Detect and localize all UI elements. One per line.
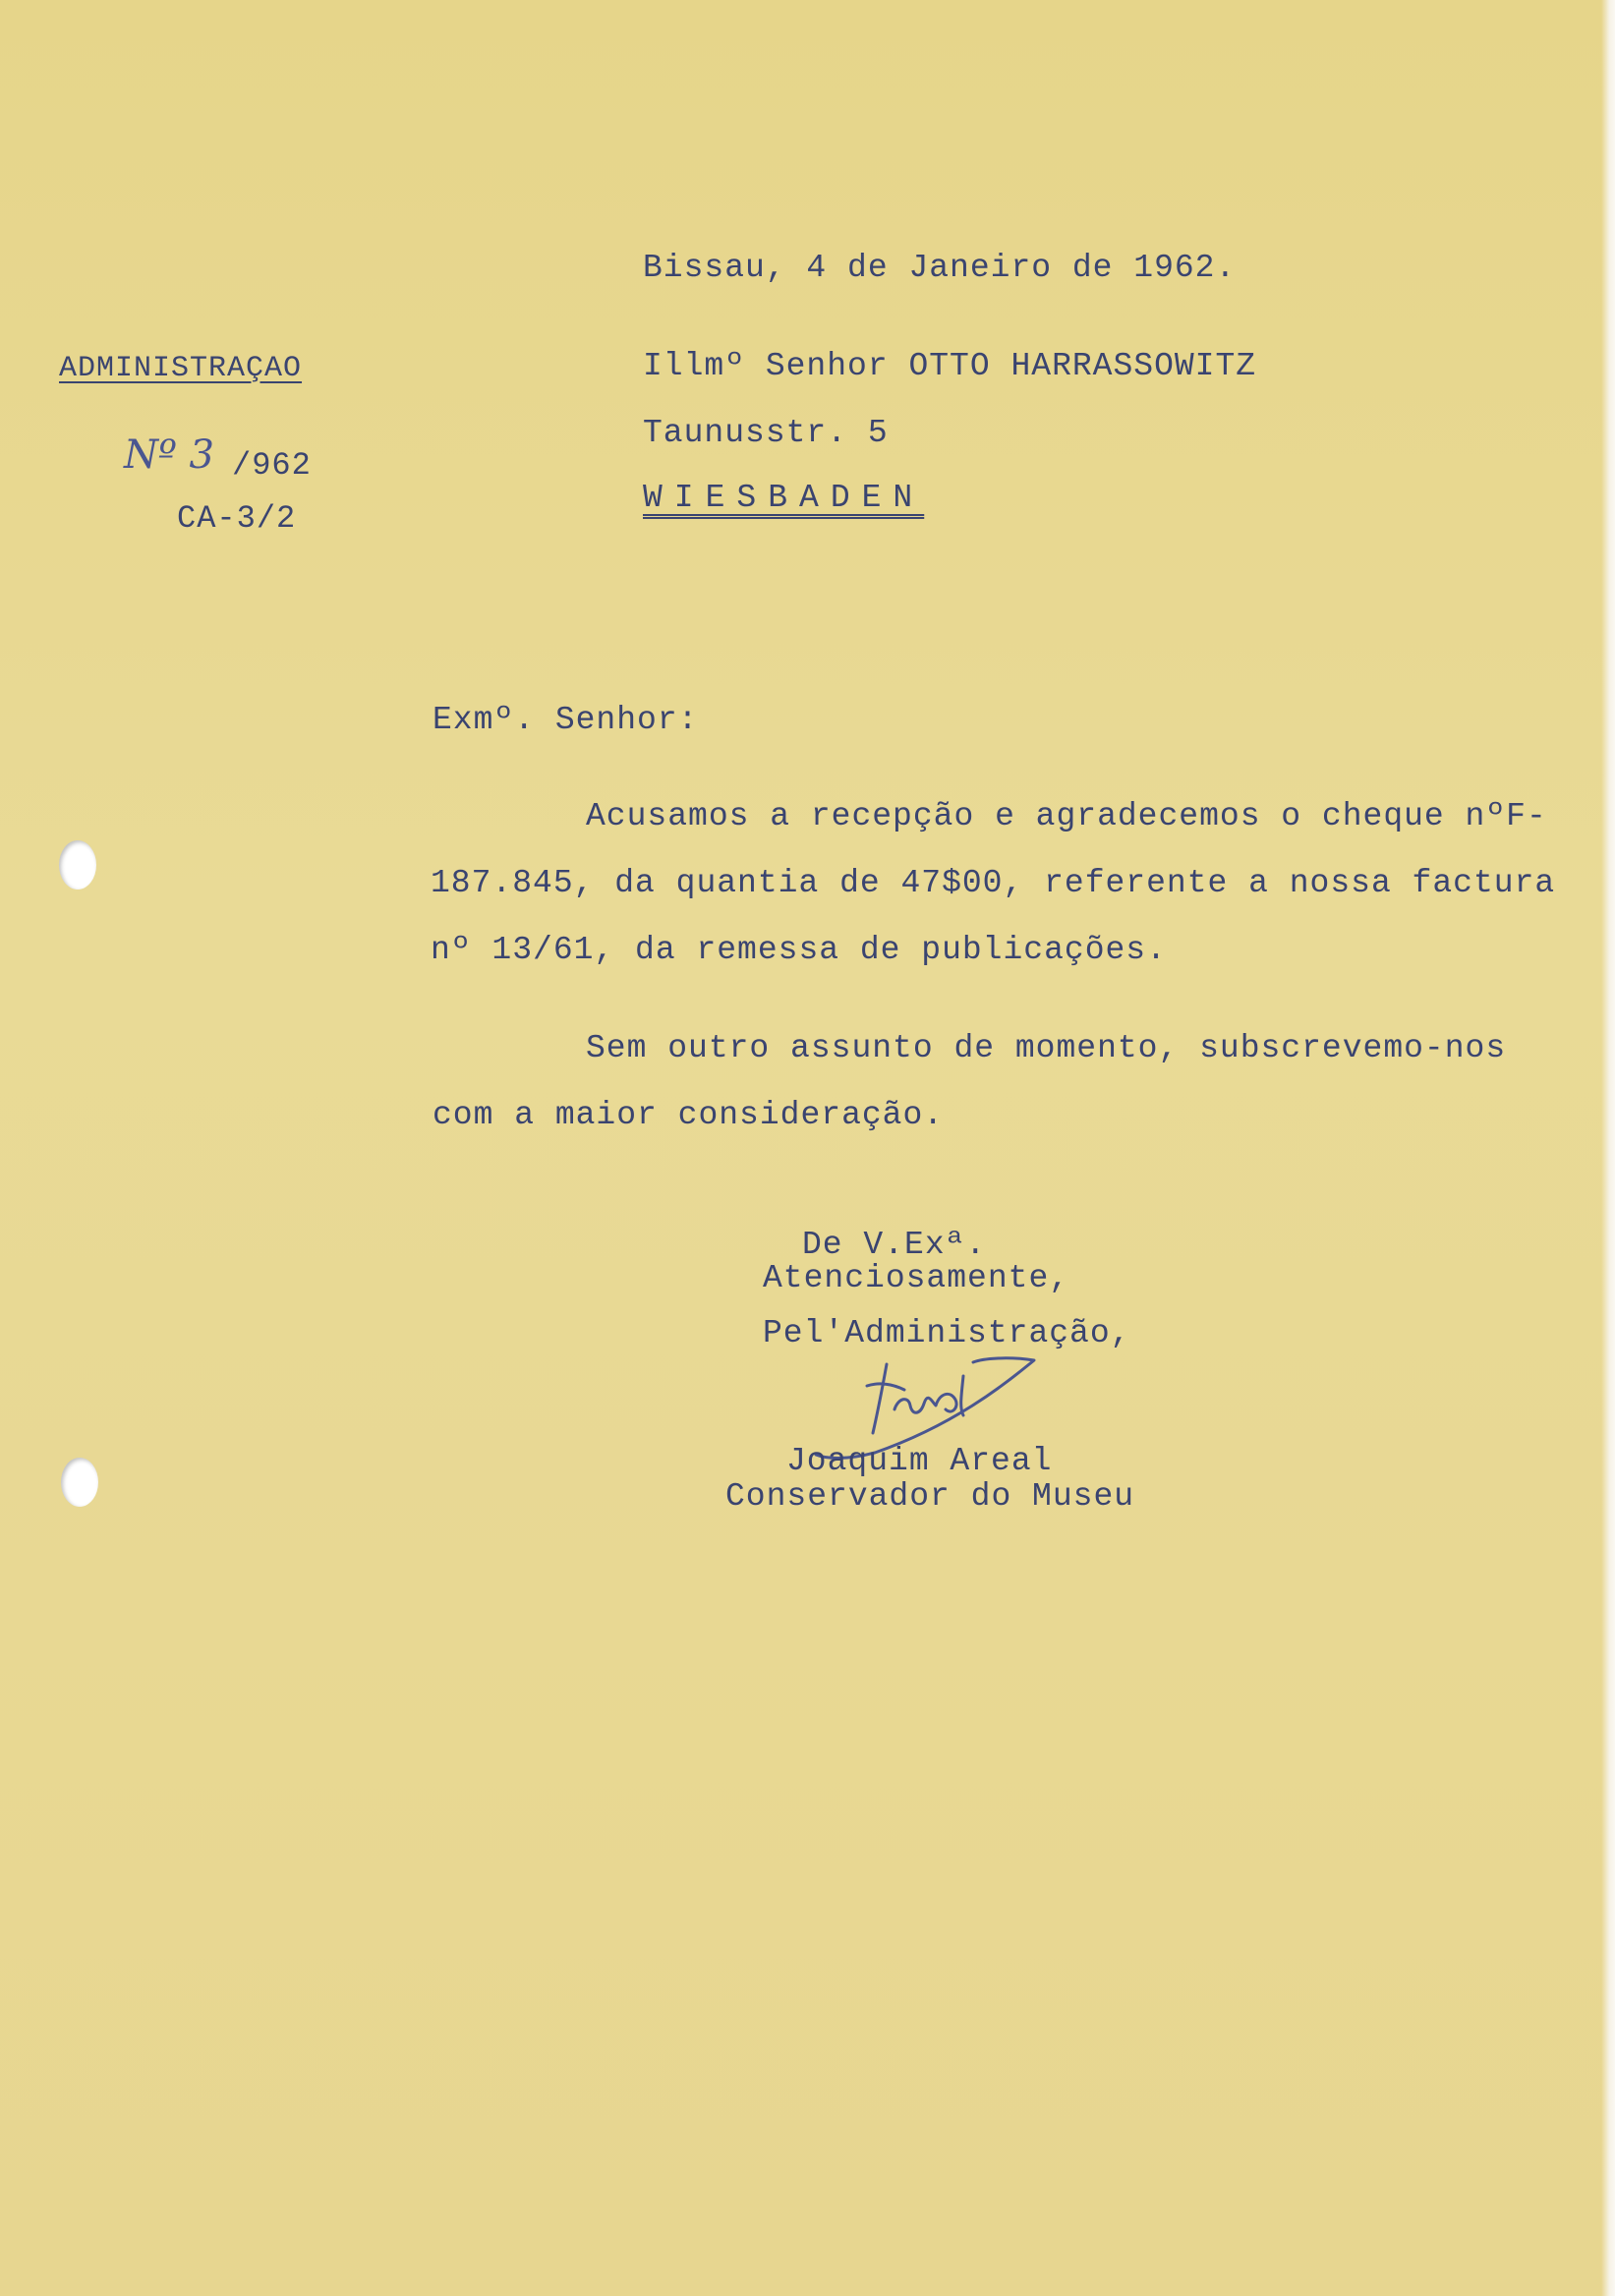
paragraph-2-line-1: Sem outro assunto de momento, subscrevemo-nos: [586, 1030, 1507, 1066]
closing-line-3: Pel'Administração,: [763, 1315, 1131, 1351]
reference-number-handwritten: Nº 3: [124, 432, 214, 478]
paragraph-1-line-3: nº 13/61, da remessa de publicações.: [431, 932, 1167, 968]
recipient-name: Illmº Senhor OTTO HARRASSOWITZ: [643, 348, 1257, 384]
recipient-street: Taunusstr. 5: [643, 415, 889, 451]
paragraph-1-line-2: 187.845, da quantia de 47$00, referente a nossa factura: [431, 865, 1556, 901]
place-date: Bissau, 4 de Janeiro de 1962.: [643, 250, 1237, 286]
punch-hole-bottom: [61, 1458, 98, 1507]
salutation: Exmº. Senhor:: [433, 702, 699, 738]
punch-hole-top: [59, 840, 96, 890]
recipient-city: WIESBADEN: [643, 480, 925, 516]
closing-line-1: De V.Exª.: [802, 1227, 987, 1263]
paragraph-1-line-1: Acusamos a recepção e agradecemos o cheque nºF-: [586, 798, 1547, 834]
paper-edge: [1601, 0, 1615, 2296]
reference-year: /962: [232, 447, 312, 484]
signatory-name: Joaquim Areal: [786, 1443, 1053, 1479]
signatory-title: Conservador do Museu: [725, 1478, 1135, 1515]
closing-line-2: Atenciosamente,: [763, 1260, 1070, 1296]
paragraph-2-line-2: com a maior consideração.: [433, 1097, 945, 1133]
department-heading: ADMINISTRAÇAO: [59, 352, 303, 385]
reference-code: CA-3/2: [177, 500, 297, 537]
